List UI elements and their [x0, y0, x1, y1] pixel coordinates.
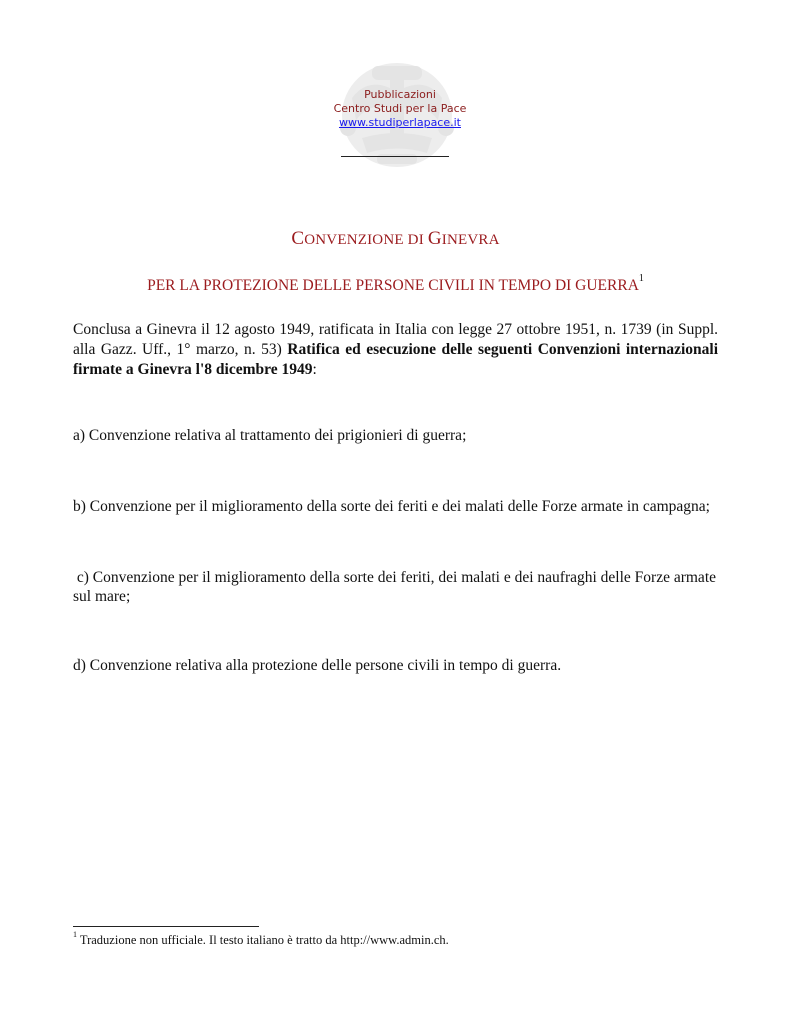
document-title: [0, 228, 791, 250]
footnote: [73, 932, 713, 948]
title-cap-c: C: [291, 228, 305, 249]
intro-text: Conclusa a Ginevra il 12 agosto 1949, ratificata in Italia con legge 27 ottobre 1951, n. 1739 (in Suppl. alla Gazz. Uff., 1° marzo, n. 53): [73, 321, 718, 358]
item-c: c) Convenzione per il miglioramento della sorte dei feriti, dei malati e dei naufraghi delle Forze armate sul mare;: [73, 569, 720, 605]
header-centre-name: Centro Studi per la Pace: [333, 102, 467, 115]
footnote-text: Traduzione non ufficiale. Il testo italiano è tratto da http://www.admin.ch.: [77, 933, 449, 948]
item-a: a) Convenzione relativa al trattamento dei prigionieri di guerra;: [73, 427, 467, 444]
intro-end: :: [312, 361, 317, 378]
title-cap-g: G: [427, 228, 442, 249]
website-link[interactable]: www.studiperlapace.it: [338, 116, 461, 129]
item-d: d) Convenzione relativa alla protezione delle persone civili in tempo di guerra.: [73, 657, 562, 674]
item-b: b) Convenzione per il miglioramento della sorte dei feriti e dei malati delle Forze armate in campagna;: [73, 498, 710, 515]
title-part-1: ONVENZIONE DI: [304, 232, 428, 248]
intro-bold-text: Ratifica ed esecuzione delle seguenti Convenzioni internazionali firmate a Ginevra l'8 dicembre 1949: [73, 341, 718, 378]
subtitle-text: PER LA PROTEZIONE DELLE PERSONE CIVILI IN TEMPO DI GUERRA: [147, 277, 639, 295]
document-subtitle: [0, 273, 791, 295]
header-rule: [341, 156, 449, 157]
intro-paragraph: [73, 320, 718, 380]
footnote-number: 1: [73, 930, 77, 939]
footnote-separator: [73, 926, 259, 927]
header-publications: Pubblicazioni: [364, 88, 436, 101]
publisher-header: [300, 88, 500, 130]
footnote-reference[interactable]: 1: [638, 273, 644, 284]
title-part-2: INEVRA: [441, 232, 500, 248]
